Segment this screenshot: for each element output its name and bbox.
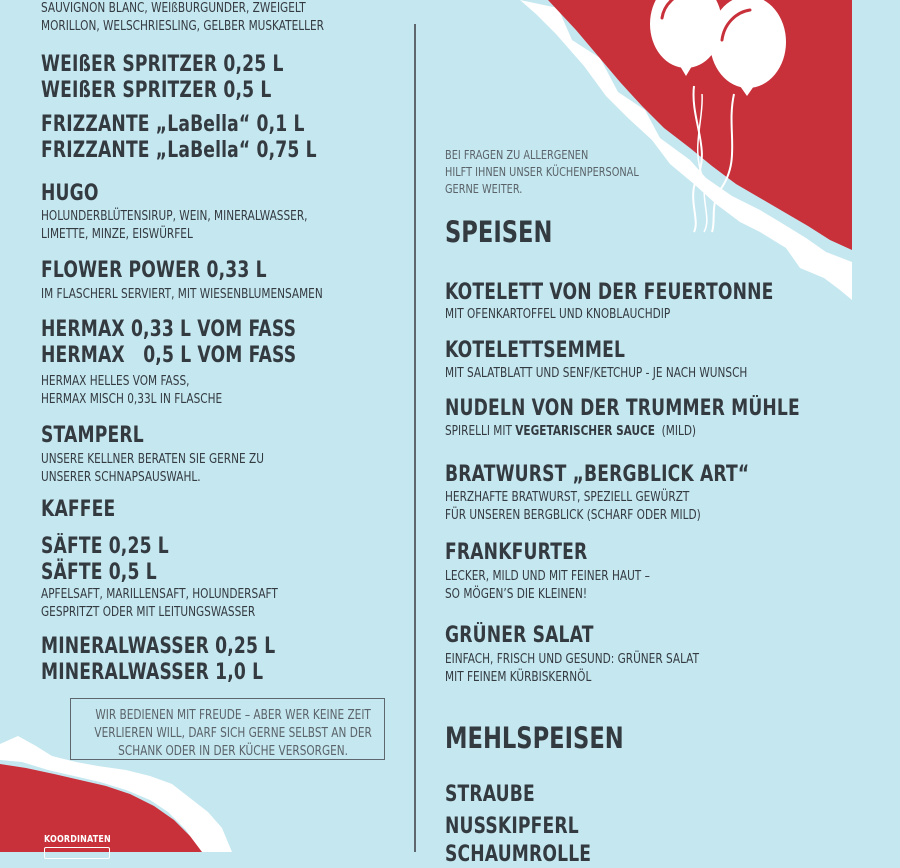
stamperl-title: STAMPERL — [41, 423, 144, 448]
menu-item-title: KOTELETTSEMMEL — [445, 338, 626, 363]
saefte-title: SÄFTE 0,25 L SÄFTE 0,5 L — [41, 534, 169, 585]
menu-item-description: HERZHAFTE BRATWURST, SPEZIELL GEWÜRZT FÜR UNSEREN BERGBLICK (SCHARF ODER MILD) — [445, 489, 701, 523]
stamperl-description: UNSERE KELLNER BERATEN SIE GERNE ZU UNSERER SCHNAPSAUSWAHL. — [41, 451, 264, 485]
saefte-description: APFELSAFT, MARILLENSAFT, HOLUNDERSAFT GESPRITZT ODER MIT LEITUNGSWASSER — [41, 586, 278, 620]
menu-item-title: BRATWURST „BERGBLICK ART“ — [445, 462, 750, 487]
coordinates-box — [44, 847, 110, 859]
mineralwasser-title: MINERALWASSER 0,25 L MINERALWASSER 1,0 L — [41, 634, 276, 685]
menu-item-description: MIT SALATBLATT UND SENF/KETCHUP - JE NACH WUNSCH — [445, 365, 748, 381]
menu-item-title: KOTELETT VON DER FEUERTONNE — [445, 280, 774, 305]
menu-item-description: EINFACH, FRISCH UND GESUND: GRÜNER SALAT MIT FEINEM KÜRBISKERNÖL — [445, 651, 700, 685]
menu-item-title: GRÜNER SALAT — [445, 623, 594, 648]
hermax-description: HERMAX HELLES VOM FASS, HERMAX MISCH 0,33L IN FLASCHE — [41, 373, 223, 407]
hermax-title: HERMAX 0,33 L VOM FASS HERMAX 0,5 L VOM FASS — [41, 317, 297, 368]
menu-item-description: SPIRELLI MIT VEGETARISCHER SAUCE (MILD) — [445, 423, 697, 439]
menu-item-description: LECKER, MILD UND MIT FEINER HAUT – SO MÖGEN’S DIE KLEINEN! — [445, 568, 650, 602]
column-divider — [414, 24, 416, 852]
frizzante-title: FRIZZANTE „LaBella“ 0,1 L FRIZZANTE „LaBella“ 0,75 L — [41, 112, 317, 163]
coordinates-label: KOORDINATEN — [44, 834, 111, 845]
dessert-item: SCHAUMROLLE — [445, 842, 592, 867]
kaffee-title: KAFFEE — [41, 497, 116, 522]
allergen-note: BEI FRAGEN ZU ALLERGENEN HILFT IHNEN UNSER KÜCHENPERSONAL GERNE WEITER. — [445, 147, 639, 196]
wine-description: SAUVIGNON BLANC, WEIßBURGUNDER, ZWEIGELT MORILLON, WELSCHRIESLING, GELBER MUSKATELLER — [41, 0, 324, 34]
menu-item-title: FRANKFURTER — [445, 540, 588, 565]
service-note-box: WIR BEDIENEN MIT FREUDE – ABER WER KEINE ZEIT VERLIEREN WILL, DARF SICH GERNE SELBST AN DER SCHANK ODER IN DER KÜCHE VERSORGEN. — [70, 698, 385, 760]
hugo-title: HUGO — [41, 181, 99, 206]
mehlspeisen-heading: MEHLSPEISEN — [445, 721, 624, 755]
flower-power-description: IM FLASCHERL SERVIERT, MIT WIESENBLUMENSAMEN — [41, 286, 323, 302]
dessert-item: NUSSKIPFERL — [445, 814, 579, 839]
dessert-item: STRAUBE — [445, 782, 535, 807]
menu-item-title: NUDELN VON DER TRUMMER MÜHLE — [445, 396, 800, 421]
flower-power-title: FLOWER POWER 0,33 L — [41, 258, 267, 283]
menu-item-description: MIT OFENKARTOFFEL UND KNOBLAUCHDIP — [445, 306, 671, 322]
speisen-heading: SPEISEN — [445, 215, 553, 249]
hugo-description: HOLUNDERBLÜTENSIRUP, WEIN, MINERALWASSER, LIMETTE, MINZE, EISWÜRFEL — [41, 208, 308, 242]
spritzer-title: WEIßER SPRITZER 0,25 L WEIßER SPRITZER 0,5 L — [41, 52, 284, 103]
